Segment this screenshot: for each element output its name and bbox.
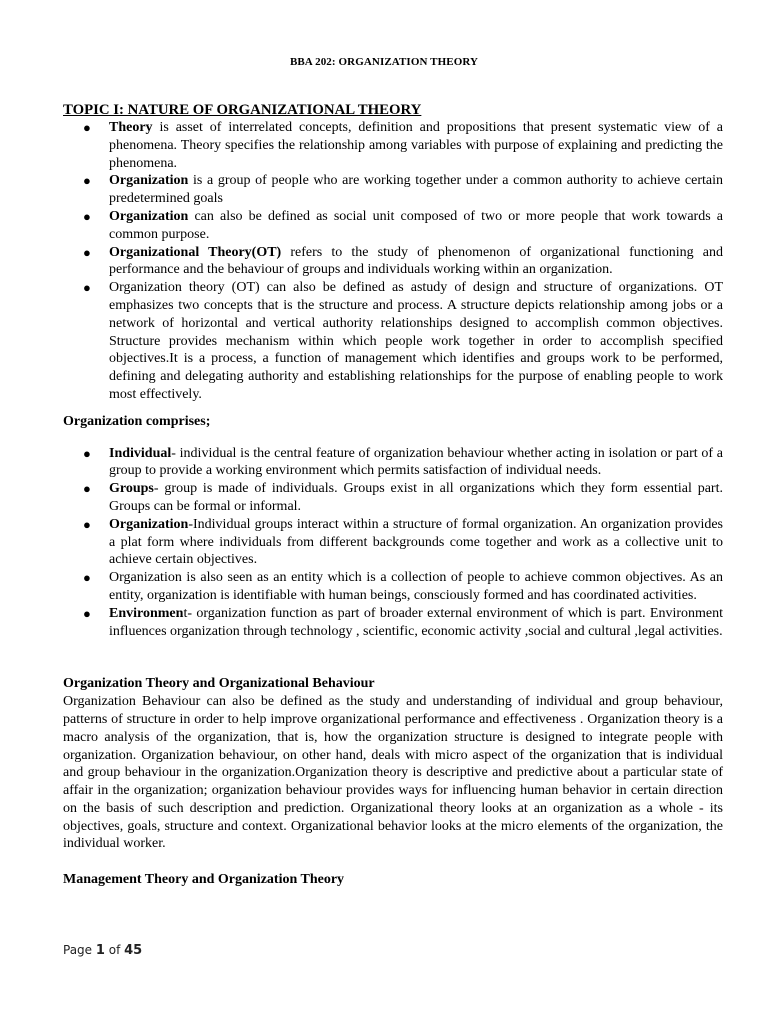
management-heading: Management Theory and Organization Theory bbox=[63, 872, 345, 888]
list-item bbox=[63, 172, 723, 208]
bullet-text: is a group of people who are working together under a common authority to achieve certain predetermined goals bbox=[109, 173, 723, 207]
total-page-number: 45 bbox=[124, 943, 143, 958]
bullet-term: Organizational Theory(OT) bbox=[109, 244, 282, 260]
list-item bbox=[63, 605, 723, 641]
of-word: of bbox=[104, 943, 125, 957]
bullet-icon: ● bbox=[83, 445, 91, 461]
bullet-term: Individual bbox=[109, 445, 172, 461]
bullet-icon: ● bbox=[83, 605, 91, 621]
page-word: Page bbox=[63, 943, 96, 957]
bullet-text: Organization theory (OT) can also be defined as astudy of design and structure of organizations. OT emphasizes two concepts that is the structure and process. A structure depicts relationship among jobs or a network of horizontal and vertical authority relationships designed to accomplish common objectives. Structure provides mechanism within which people work together in order to accomplish specified objectives.It is a process, a function of management which identifies and groups work to be performed, defining and delegating authority and establishing relationships for the purpose of enabling people to work most effectively. bbox=[109, 280, 723, 402]
list-item bbox=[63, 119, 723, 172]
intro-bullet-list bbox=[63, 119, 723, 404]
ot-ob-paragraph: Organization Behaviour can also be defined as the study and understanding of individual and group behaviour, patterns of structure in order to help improve organizational performance and effectiveness . Organization theory is a macro analysis of the organization, that is, how the organization structure is designed to integrate people with organization. Organization behaviour, on other hand, deals with micro aspect of the organization that is individual and group behaviour in the organization.Organization theory is descriptive and predictive about a particular state of affair in the organization; organization behaviour provides ways for influencing human behavior in certain direction on the basis of such description and prediction. Organizational theory looks at an organization as a whole - its objectives, goals, structure and context. Organizational behavior looks at the micro elements of the organization, the individual worker. bbox=[63, 694, 723, 852]
list-item bbox=[63, 208, 723, 244]
bullet-icon: ● bbox=[83, 516, 91, 532]
comprises-bullet-list bbox=[63, 445, 723, 641]
bullet-term: Groups bbox=[109, 481, 154, 497]
bullet-icon: ● bbox=[83, 244, 91, 260]
bullet-icon: ● bbox=[83, 481, 91, 497]
bullet-icon: ● bbox=[83, 173, 91, 189]
page-header: BBA 202: ORGANIZATION THEORY bbox=[289, 56, 479, 68]
bullet-text: -Individual groups interact within a structure of formal organization. An organization provides a plat form where individuals from different backgrounds come together and work as a collective unit to achieve certain objectives. bbox=[109, 516, 723, 568]
document-content bbox=[63, 101, 723, 889]
bullet-term: Organization bbox=[109, 173, 189, 189]
bullet-text: can also be defined as social unit composed of two or more people that work towards a common purpose. bbox=[109, 208, 723, 242]
bullet-term: Environmen bbox=[109, 605, 184, 621]
list-item bbox=[63, 445, 723, 481]
list-item bbox=[63, 244, 723, 280]
bullet-text: t- organization function as part of broader external environment of which is part. Environment influences organization through technology , scientific, economic activity ,social and cultural ,legal activities. bbox=[109, 605, 723, 639]
comprises-heading: Organization comprises; bbox=[63, 413, 211, 429]
page-footer bbox=[63, 943, 142, 958]
bullet-icon: ● bbox=[83, 570, 91, 586]
bullet-term: Organization bbox=[109, 516, 189, 532]
topic-title: TOPIC I: NATURE OF ORGANIZATIONAL THEORY bbox=[63, 102, 422, 118]
bullet-icon: ● bbox=[83, 280, 91, 296]
bullet-text: Organization is also seen as an entity which is a collection of people to achieve common objectives. As an entity, organization is identifiable with human beings, consciously formed and has coordinated activities. bbox=[109, 570, 723, 603]
list-item bbox=[63, 516, 723, 569]
bullet-text: refers to the study of phenomenon of organizational functioning and performance and the behaviour of groups and individuals working within an organization. bbox=[109, 244, 723, 278]
current-page-number: 1 bbox=[95, 943, 105, 958]
bullet-text: is asset of interrelated concepts, definition and propositions that present systematic view of a phenomena. Theory specifies the relationship among variables with purpose of explaining and predicting the phenomena. bbox=[109, 120, 723, 171]
list-item bbox=[63, 569, 723, 605]
bullet-term: Theory bbox=[109, 120, 153, 135]
list-item bbox=[63, 279, 723, 404]
bullet-icon: ● bbox=[83, 120, 91, 135]
bullet-icon: ● bbox=[83, 208, 91, 224]
bullet-text: - individual is the central feature of organization behaviour whether acting in isolation or part of a group to provide a working environment which permits satisfaction of individual needs. bbox=[109, 445, 723, 479]
bullet-text: - group is made of individuals. Groups exist in all organizations which they form essential part. Groups can be formal or informal. bbox=[109, 481, 723, 514]
bullet-term: Organization bbox=[109, 208, 189, 224]
ot-ob-heading: Organization Theory and Organizational Behaviour bbox=[63, 676, 375, 692]
list-item bbox=[63, 480, 723, 516]
